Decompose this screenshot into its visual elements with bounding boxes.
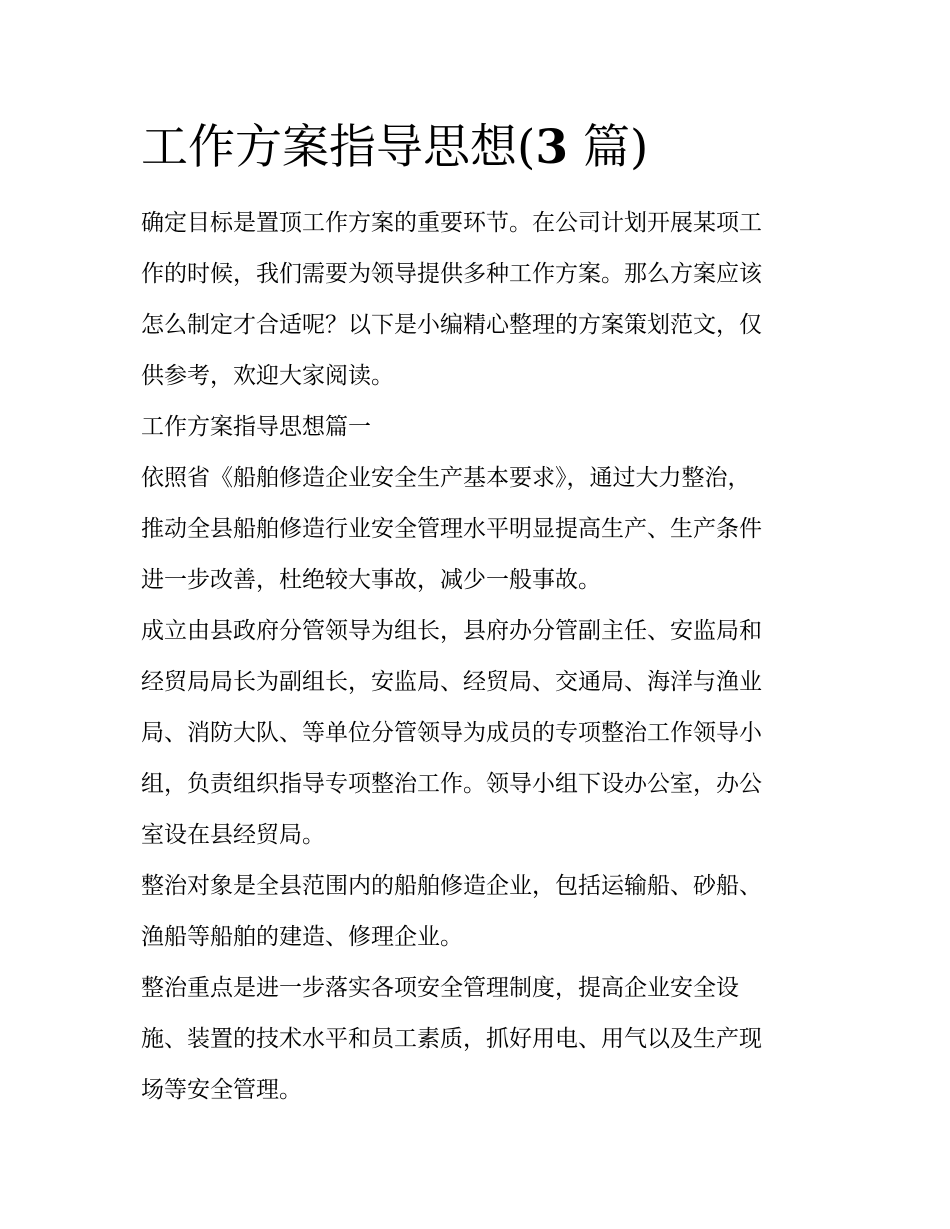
text-line: 供参考，欢迎大家阅读。 xyxy=(141,363,394,389)
paragraph-intro xyxy=(141,198,813,402)
text-line: 组，负责组织指导专项整治工作。领导小组下设办公室，办公 xyxy=(141,771,762,797)
text-line: 场等安全管理。 xyxy=(141,1077,302,1103)
text-line: 经贸局局长为副组长，安监局、经贸局、交通局、海洋与渔业 xyxy=(141,669,762,695)
text-line: 依照省《船舶修造企业安全生产基本要求》，通过大力整治， xyxy=(141,465,751,491)
title-number: 3 xyxy=(535,120,569,175)
paragraph-requirements xyxy=(141,453,813,606)
page-title xyxy=(141,118,648,178)
text-line: 作的时候，我们需要为领导提供多种工作方案。那么方案应该 xyxy=(141,261,762,287)
text-line: 怎么制定才合适呢？以下是小编精心整理的方案策划范文，仅 xyxy=(141,312,762,338)
text-line: 进一步改善，杜绝较大事故，减少一般事故。 xyxy=(141,567,601,593)
text-line: 室设在县经贸局。 xyxy=(141,822,325,848)
title-main: 工作方案指导思想( xyxy=(141,120,536,175)
text-line: 工作方案指导思想篇一 xyxy=(141,414,371,440)
text-line: 推动全县船舶修造行业安全管理水平明显提高生产、生产条件 xyxy=(141,516,762,542)
text-line: 整治重点是进一步落实各项安全管理制度，提高企业安全设 xyxy=(141,975,739,1001)
text-line: 成立由县政府分管领导为组长，县府办分管副主任、安监局和 xyxy=(141,618,762,644)
section-heading xyxy=(141,402,813,453)
text-line: 整治对象是全县范围内的船舶修造企业，包括运输船、砂船、 xyxy=(141,873,762,899)
text-line: 渔船等船舶的建造、修理企业。 xyxy=(141,924,463,950)
paragraph-targets xyxy=(141,861,813,963)
text-line: 施、装置的技术水平和员工素质，抓好用电、用气以及生产现 xyxy=(141,1026,762,1052)
text-line: 局、消防大队、等单位分管领导为成员的专项整治工作领导小 xyxy=(141,720,762,746)
title-end: 篇) xyxy=(568,120,649,175)
paragraph-focus xyxy=(141,963,813,1116)
paragraph-organization xyxy=(141,606,813,861)
text-line: 确定目标是置顶工作方案的重要环节。在公司计划开展某项工 xyxy=(141,210,762,236)
document-body xyxy=(141,198,813,1116)
